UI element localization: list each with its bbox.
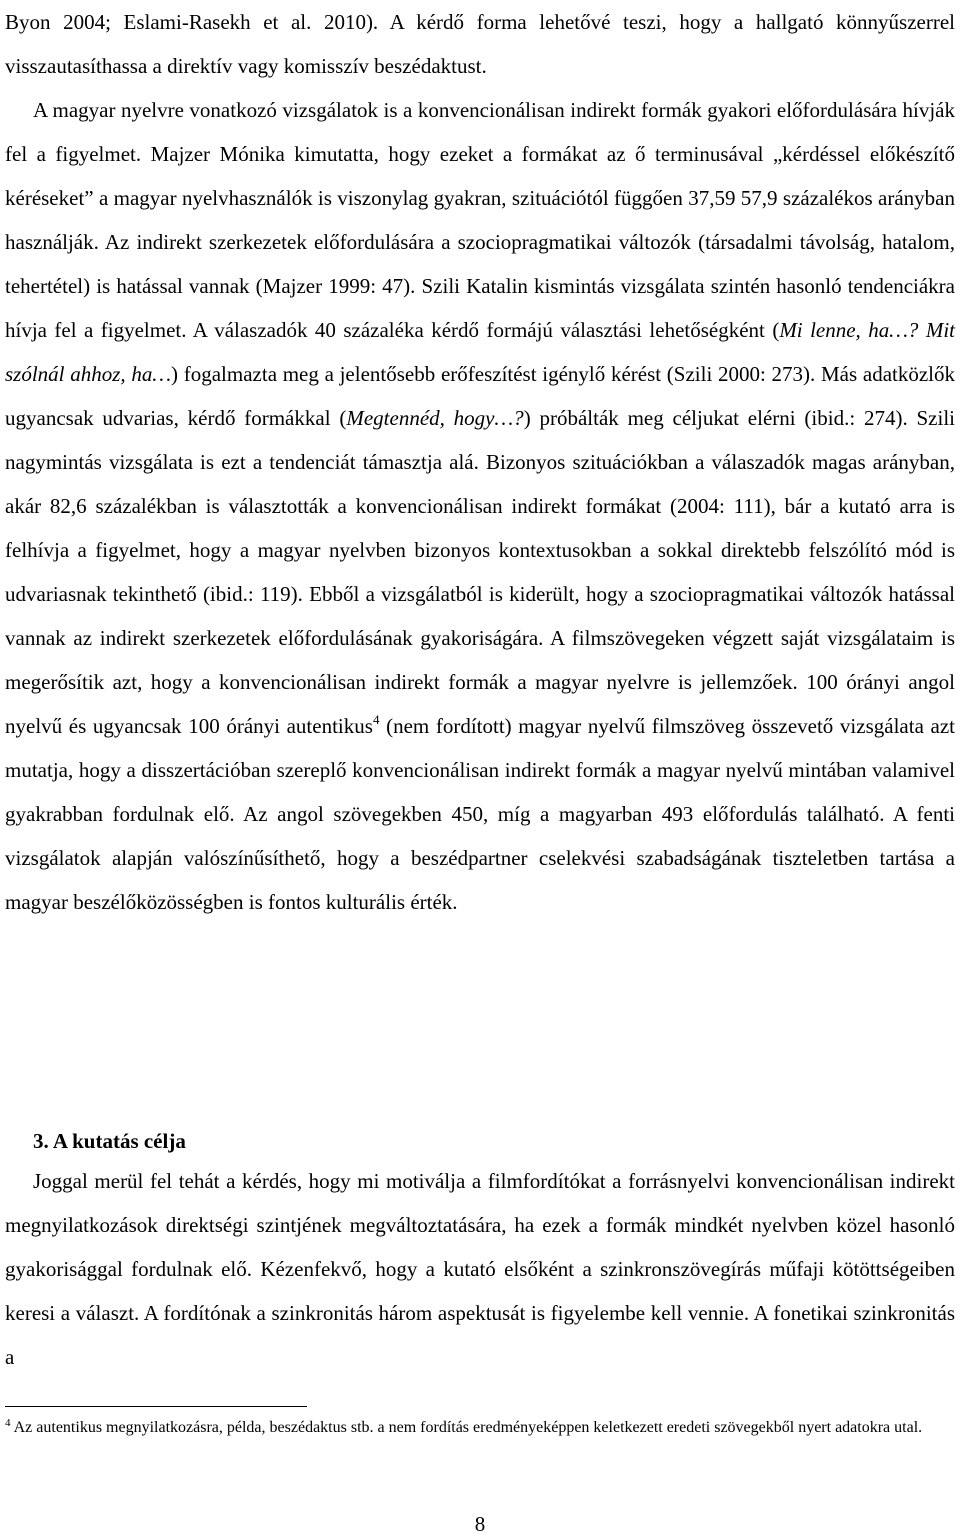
paragraph-text: ) fogalmazta meg a jelentősebb erőfeszítést igénylő kérést (Szili 2000: 273). Más adatközlők ugyancsak udvarias, kérdő formákkal ( (5, 362, 956, 430)
footnote-reference: 4 (372, 712, 380, 727)
italic-example: Megtennéd, hogy…? (346, 406, 524, 430)
footnote-separator (5, 1406, 307, 1407)
paragraph-continuation: Byon 2004; Eslami-Rasekh et al. 2010). A kérdő forma lehetővé teszi, hogy a hallgató könnyűszerrel visszautasíthassa a direktív vagy komisszív beszédaktust. (5, 10, 955, 78)
footnote (5, 1416, 955, 1439)
body-text-lower (5, 1159, 955, 1379)
page-number: 8 (474, 1512, 486, 1536)
paragraph-text: ) próbálták meg céljukat elérni (ibid.: 274). Szili nagymintás vizsgálata is ezt a tendenciát támasztja alá. Bizonyos szituációkban a válaszadók magas arányban, akár 82,6 százalékban is választották a konvencionálisan indirekt formákat (2004: 111), bár a kutató arra is felhívja a figyelmet, hogy a magyar nyelvben bizonyos kontextusokban a sokkal direktebb felszólító mód is udvariasnak tekinthető (ibid.: 119). Ebből a vizsgálatból is kiderült, hogy a szociopragmatikai változók hatással vannak az indirekt szerkezetek előfordulásának gyakoriságára. A filmszövegeken végzett saját vizsgálataim is megerősítik azt, hogy a konvencionálisan indirekt formák a magyar nyelvre is jellemzőek. 100 órányi angol nyelvű és ugyancsak 100 órányi autentikus (5, 406, 955, 738)
footnote-text: Az autentikus megnyilatkozásra, példa, beszédaktus stb. a nem fordítás eredményeképpen keletkezett eredeti szövegekből nyert adatokra utal. (10, 1419, 923, 1436)
paragraph-text: (nem fordított) magyar nyelvű filmszöveg összevető vizsgálata azt mutatja, hogy a disszertációban szereplő konvencionálisan indirekt formák a magyar nyelvű mintában valamivel gyakrabban fordulnak elő. Az angol szövegekben 450, míg a magyarban 493 előfordulás található. A fenti vizsgálatok alapján valószínűsíthető, hogy a beszédpartner cselekvési szabadságának tiszteletben tartása a magyar beszélőközösségben is fontos kulturális érték. (5, 714, 956, 914)
paragraph-research-goal: Joggal merül fel tehát a kérdés, hogy mi motiválja a filmfordítókat a forrásnyelvi konvencionálisan indirekt megnyilatkozások direktségi szintjének megváltoztatására, ha ezek a formák mindkét nyelvben közel hasonló gyakorisággal fordulnak elő. Kézenfekvő, hogy a kutató elsőként a szinkronszövegírás műfaji kötöttségeiben keresi a választ. A fordítónak a szinkronitás három aspektusát is figyelembe kell vennie. A fonetikai szinkronitás a (5, 1169, 955, 1369)
paragraph-text: A magyar nyelvre vonatkozó vizsgálatok is a konvencionálisan indirekt formák gyakori előfordulására hívják fel a figyelmet. Majzer Mónika kimutatta, hogy ezeket a formákat az ő terminusával „kérdéssel előkészítő kéréseket” a magyar nyelvhasználók is viszonylag gyakran, szituációtól függően 37,59 57,9 százalékos arányban használják. Az indirekt szerkezetek előfordulására a szociopragmatikai változók (társadalmi távolság, hatalom, tehertétel) is hatással vannak (Majzer 1999: 47). Szili Katalin kismintás vizsgálata szintén hasonló tendenciákra hívja fel a figyelmet. A válaszadók 40 százaléka kérdő formájú választási lehetőségként ( (5, 98, 955, 342)
body-text-upper (5, 0, 955, 924)
italic-example: Mi lenne, ha…? Mit szólnál ahhoz, ha… (5, 318, 955, 386)
section-heading: 3. A kutatás célja (33, 1129, 186, 1153)
paragraph-hungarian-studies (5, 88, 955, 924)
footnote-marker: 4 (5, 1417, 11, 1429)
